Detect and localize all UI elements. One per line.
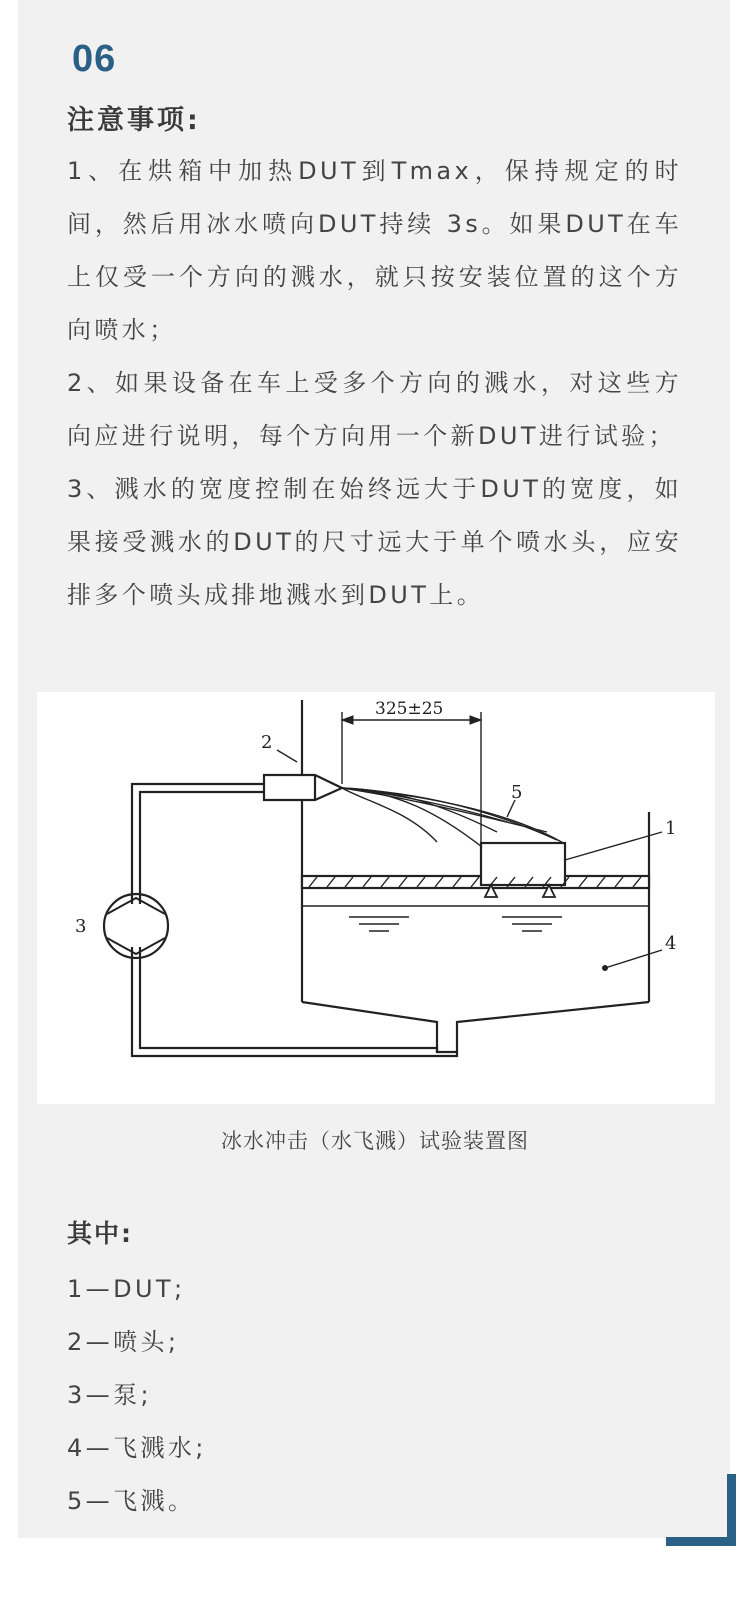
legend-list [67,1263,207,1528]
legend-item: 1—DUT; [67,1275,186,1303]
dimension-label: 325±25 [375,699,444,719]
note-paragraph-1: 1、在烘箱中加热DUT到Tmax，保持规定的时间，然后用冰水喷向DUT持续 3s。如果DUT在车上仅受一个方向的溅水，就只按安装位置的这个方向喷水； [67,157,682,344]
pump-circle [104,894,168,958]
callout-2: 2 [261,732,273,753]
note-paragraph-3: 3、溅水的宽度控制在始终远大于DUT的宽度，如果接受溅水的DUT的尺寸远大于单个喷水头，应安排多个喷头成排地溅水到DUT上。 [67,475,682,609]
legend-item: 2—喷头; [67,1328,180,1356]
notes-heading: 注意事项: [67,105,201,136]
water-point [602,965,608,971]
legend-item: 4—飞溅水; [67,1434,207,1462]
legend-title: 其中: [67,1219,133,1248]
dut-box [481,843,565,885]
nozzle [264,775,342,800]
apparatus-diagram [37,692,715,1104]
figure-caption: 冰水冲击（水飞溅）试验装置图 [221,1129,529,1153]
callout-3: 3 [75,916,87,937]
callout-4: 4 [665,933,677,954]
tank-bottom [302,1002,649,1052]
note-paragraph-2: 2、如果设备在车上受多个方向的溅水，对这些方向应进行说明，每个方向用一个新DUT进行试验； [67,369,682,450]
notes-body [67,145,682,622]
callout-1: 1 [665,818,677,839]
test-apparatus-figure [37,692,715,1104]
section-number: 06 [72,38,117,80]
callout-5: 5 [511,782,523,803]
legend-item: 3—泵; [67,1381,152,1409]
corner-accent [666,1474,736,1546]
legend-item: 5—飞溅。 [67,1487,196,1515]
